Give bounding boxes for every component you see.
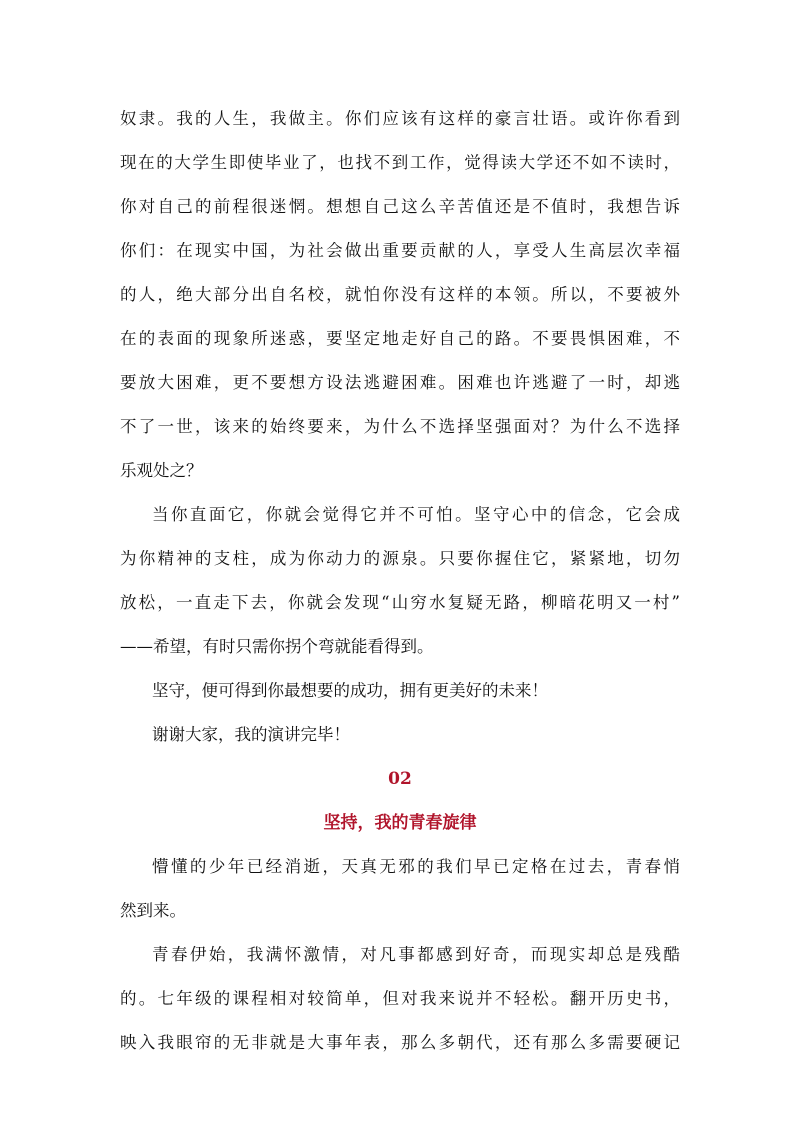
paragraph-4: 谢谢大家，我的演讲完毕！ xyxy=(152,725,350,744)
paragraph-6 xyxy=(120,940,680,1058)
text-line: 映入我眼帘的无非就是大事年表，那么多朝代，还有那么多需要硬记 xyxy=(120,1033,680,1052)
text-line: 要放大困难，更不要想方设法逃避困难。困难也许逃避了一时，却逃 xyxy=(120,373,680,392)
text-line: ——希望，有时只需你拐个弯就能看得到。 xyxy=(120,637,434,656)
text-line: 的人，绝大部分出自名校，就怕你没有这样的本领。所以，不要被外 xyxy=(120,285,680,304)
text-line: 的。七年级的课程相对较简单，但对我来说并不轻松。翻开历史书， xyxy=(120,989,680,1008)
text-line: 青春伊始，我满怀激情，对凡事都感到好奇，而现实却总是残酷 xyxy=(152,945,680,964)
text-line: 放松，一直走下去，你就会发现“山穷水复疑无路，柳暗花明又一村” xyxy=(120,593,680,612)
text-line: 在的表面的现象所迷惑，要坚定地走好自己的路。不要畏惧困难，不 xyxy=(120,329,680,348)
text-line: 奴隶。我的人生，我做主。你们应该有这样的豪言壮语。或许你看到 xyxy=(120,109,680,128)
text-line: 你们：在现实中国，为社会做出重要贡献的人，享受人生高层次幸福 xyxy=(120,241,680,260)
paragraph-5 xyxy=(120,852,680,926)
text-line: 你对自己的前程很迷惘。想想自己这么辛苦值还是不值时，我想告诉 xyxy=(120,197,680,216)
text-line: 不了一世，该来的始终要来，为什么不选择坚强面对？为什么不选择 xyxy=(120,417,680,436)
paragraph-2 xyxy=(120,500,680,662)
document-page xyxy=(120,104,680,1072)
text-line: 乐观处之？ xyxy=(120,461,203,480)
text-line: 现在的大学生即使毕业了，也找不到工作，觉得读大学还不如不读时， xyxy=(120,153,680,172)
text-line: 当你直面它，你就会觉得它并不可怕。坚守心中的信念，它会成 xyxy=(152,505,680,524)
section-title: 坚持，我的青春旋律 xyxy=(323,813,477,833)
section-number: 02 xyxy=(388,769,412,789)
paragraph-3: 坚守，便可得到你最想要的成功，拥有更美好的未来！ xyxy=(152,681,548,700)
paragraph-1 xyxy=(120,104,680,486)
text-line: 为你精神的支柱，成为你动力的源泉。只要你握住它，紧紧地，切勿 xyxy=(120,549,680,568)
text-line: 然到来。 xyxy=(120,901,186,920)
text-line: 懵懂的少年已经消逝，天真无邪的我们早已定格在过去，青春悄 xyxy=(152,857,680,876)
